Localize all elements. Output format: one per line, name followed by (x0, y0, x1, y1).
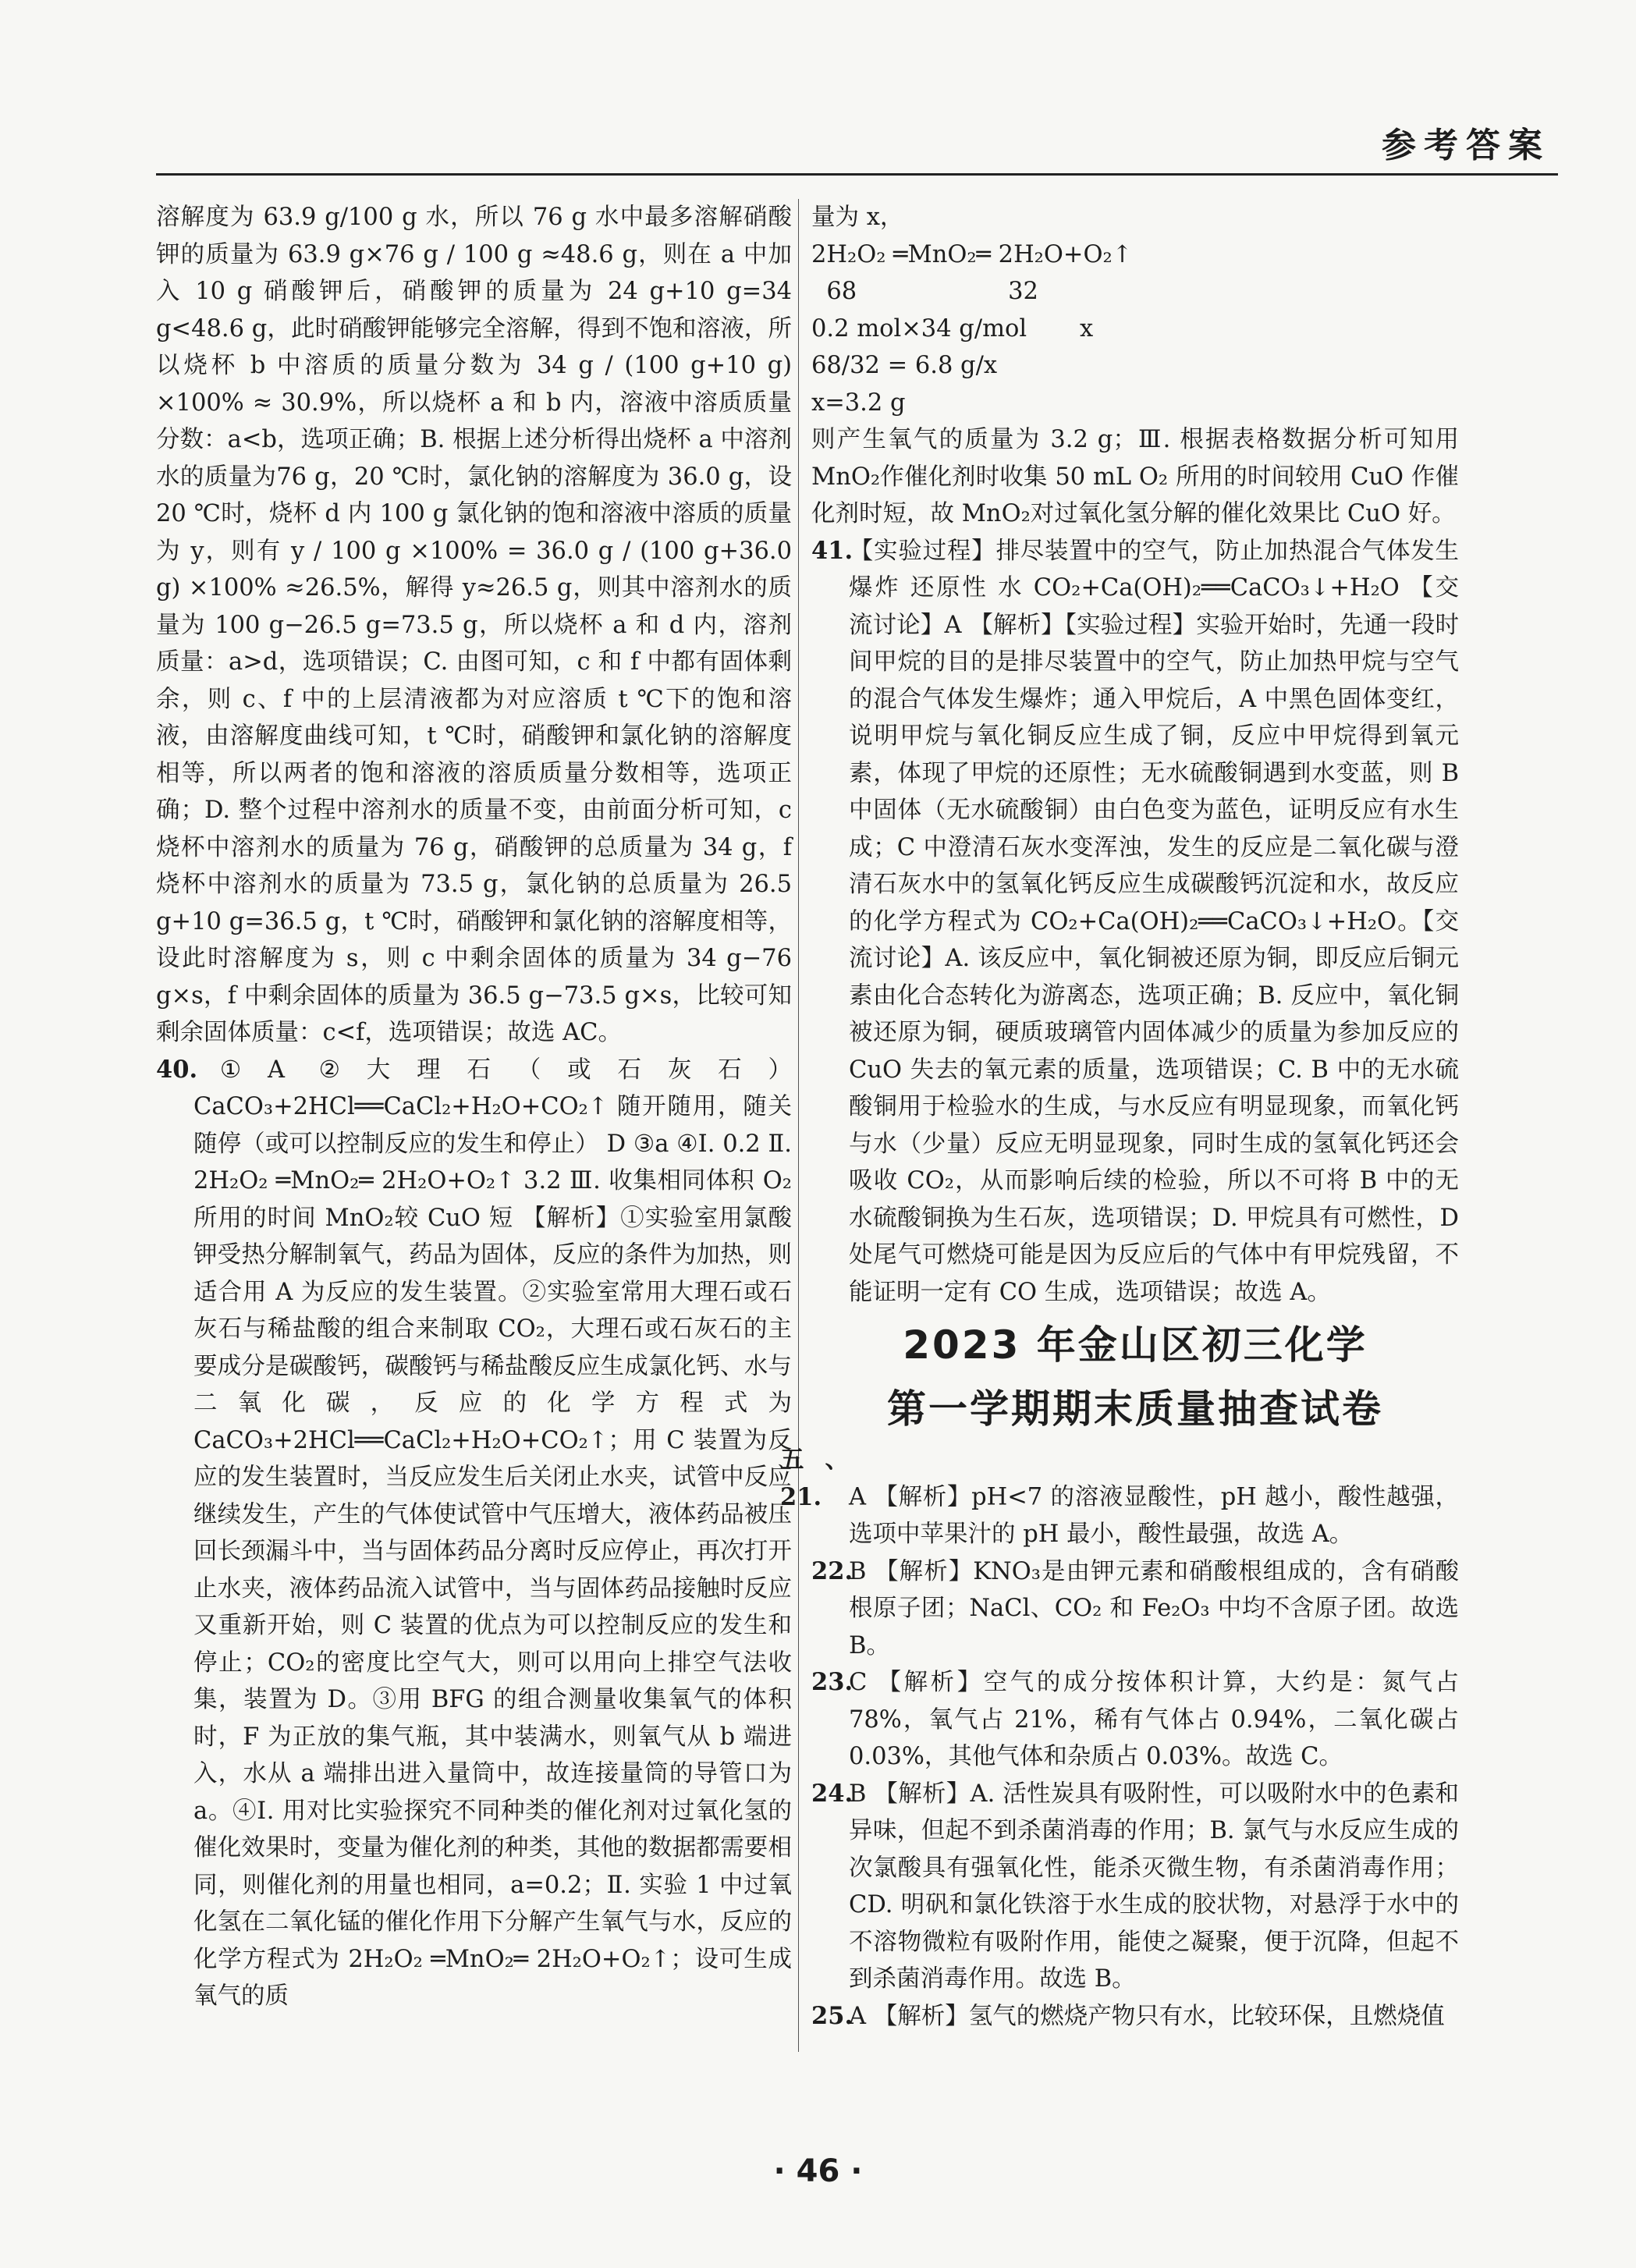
answer-item (811, 1664, 1459, 1776)
answer-39-continued: 溶解度为 63.9 g/100 g 水，所以 76 g 水中最多溶解硝酸钾的质量为 63.9 g×76 g / 100 g ≈48.6 g，则在 a 中加入 10 g 硝酸钾后，硝酸钾的质量为 24 g+10 g=34 g<48.6 g，此时硝酸钾能够完全溶解，得到不饱和溶液，所以烧杯 b 中溶质的质量分数为 34 g / (100 g+10 g) ×100% ≈ 30.9%，所以烧杯 a 和 b 内，溶液中溶质质量分数：a<b，选项正确；B. 根据上述分析得出烧杯 a 中溶剂水的质量为76 g，20 ℃时，氯化钠的溶解度为 36.0 g，设 20 ℃时，烧杯 d 内 100 g 氯化钠的饱和溶液中溶质的质量为 y，则有 y / 100 g ×100% = 36.0 g / (100 g+36.0 g) ×100% ≈26.5%，解得 y≈26.5 g，则其中溶剂水的质量为 100 g−26.5 g=73.5 g，所以烧杯 a 和 d 内，溶剂质量：a>d，选项错误；C. 由图可知，c 和 f 中都有固体剩余，则 c、f 中的上层清液都为对应溶质 t ℃下的饱和溶液，由溶解度曲线可知，t ℃时，硝酸钾和氯化钠的溶解度相等，所以两者的饱和溶液的溶质质量分数相等，选项正确；D. 整个过程中溶剂水的质量不变，由前面分析可知，c 烧杯中溶剂水的质量为 76 g，硝酸钾的总质量为 34 g，f 烧杯中溶剂水的质量为 73.5 g，氯化钠的总质量为 26.5 g+10 g=36.5 g，t ℃时，硝酸钾和氯化钠的溶解度相等，设此时溶解度为 s，则 c 中剩余固体的质量为 34 g−76 g×s，f 中剩余固体的质量为 36.5 g−73.5 g×s，比较可知剩余固体质量：c<f，选项错误；故选 AC。 (156, 204, 792, 1046)
answer-40-end: 则产生氧气的质量为 3.2 g；Ⅲ. 根据表格数据分析可知用 MnO₂作催化剂时收集 50 mL O₂ 所用的时间较用 CuO 作催化剂时短，故 MnO₂对过氧化氢分解的催化效果比 CuO 好。 (811, 426, 1459, 527)
question-number: 23. (811, 1668, 853, 1696)
header-title: 参考答案 (1382, 126, 1550, 165)
answer-40-continued: 量为 x， (811, 204, 904, 231)
page-number: · 46 · (773, 2153, 863, 2189)
question-number: 22. (811, 1556, 853, 1585)
answer-text: C 【解析】空气的成分按体积计算，大约是：氮气占 78%，氧气占 21%，稀有气体占 0.94%，二氧化碳占 0.03%，其他气体和杂质占 0.03%。故选 C。 (849, 1669, 1459, 1770)
answer-41 (811, 533, 1459, 1311)
question-number: 40. (156, 1055, 198, 1084)
column-divider (798, 199, 799, 2052)
answer-text: B 【解析】A. 活性炭具有吸附性，可以吸附水中的色素和异味，但起不到杀菌消毒的作用；B. 氯气与水反应生成的次氯酸具有强氧化性，能杀灭微生物，有杀菌消毒作用；CD. 明矾和氯化铁溶于水生成的胶状物，对悬浮于水中的不溶物微粒有吸附作用，能使之凝聚，便于沉降，但起不到杀菌消毒作用。故选 B。 (849, 1780, 1459, 1993)
question-number: 24. (811, 1779, 853, 1808)
equation-line: 68/32 = 6.8 g/x (811, 352, 998, 379)
answer-text: A 【解析】pH<7 的溶液显酸性，pH 越小，酸性越强，选项中苹果汁的 pH 最小，酸性最强，故选 A。 (849, 1483, 1459, 1548)
equation-line: x=3.2 g (811, 389, 906, 417)
left-column (156, 199, 792, 2015)
equation-line: 68 32 (811, 278, 1038, 305)
answer-item (811, 1776, 1459, 1998)
exam-title-line2: 第一学期期末质量抽查试卷 (887, 1386, 1383, 1432)
equation-line: 2H₂O₂ ═MnO₂═ 2H₂O+O₂↑ (811, 240, 1133, 268)
answer-41-text: 【实验过程】排尽装置中的空气，防止加热混合气体发生爆炸 还原性 水 CO₂+Ca(OH)₂══CaCO₃↓+H₂O 【交流讨论】A 【解析】【实验过程】实验开始时，先通一段时间甲烷的目的是排尽装置中的空气，防止加热甲烷与空气的混合气体发生爆炸；通入甲烷后，A 中黑色固体变红，说明甲烷与氧化铜反应生成了铜，反应中甲烷得到氧元素，体现了甲烷的还原性；无水硫酸铜遇到水变蓝，则 B 中固体（无水硫酸铜）由白色变为蓝色，证明反应有水生成；C 中澄清石灰水变浑浊，发生的反应是二氧化碳与澄清石灰水中的氢氧化钙反应生成碳酸钙沉淀和水，故反应的化学方程式为 CO₂+Ca(OH)₂══CaCO₃↓+H₂O。【交流讨论】A. 该反应中，氧化铜被还原为铜，即反应后铜元素由化合态转化为游离态，选项正确；B. 反应中，氧化铜被还原为铜，硬质玻璃管内固体减少的质量为参加反应的 CuO 失去的氧元素的质量，选项错误；C. B 中的无水硫酸铜用于检验水的生成，与水反应有明显现象，而氧化钙与水（少量）反应无明显现象，同时生成的氢氧化钙还会吸收 CO₂，从而影响后续的检验，所以不可将 B 中的无水硫酸铜换为生石灰，选项错误；D. 甲烷具有可燃性，D 处尾气可燃烧可能是因为反应后的气体中有甲烷残留，不能证明一定有 CO 生成，选项错误；故选 A。 (849, 537, 1459, 1306)
equation-line: 0.2 mol×34 g/mol x (811, 314, 1094, 343)
question-number: 五、21. (780, 1446, 849, 1511)
answer-item (811, 1998, 1459, 2036)
answer-40-text: ①A ②大理石（或石灰石） CaCO₃+2HCl══CaCl₂+H₂O+CO₂↑ 随开随用，随关随停（或可以控制反应的发生和停止） D ③a ④Ⅰ. 0.2 Ⅱ. 2H₂O₂ ═MnO₂═ 2H₂O+O₂↑ 3.2 Ⅲ. 收集相同体积 O₂所用的时间 MnO₂较 CuO 短 【解析】①实验室用氯酸钾受热分解制氧气，药品为固体，反应的条件为加热，则适合用 A 为反应的发生装置。②实验室常用大理石或石灰石与稀盐酸的组合来制取 CO₂，大理石或石灰石的主要成分是碳酸钙，碳酸钙与稀盐酸反应生成氯化钙、水与二氧化碳，反应的化学方程式为 CaCO₃+2HCl══CaCl₂+H₂O+CO₂↑；用 C 装置为反应的发生装置时，当反应发生后关闭止水夹，试管中反应继续发生，产生的气体使试管中气压增大，液体药品被压回长颈漏斗中，当与固体药品分离时反应停止，再次打开止水夹，液体药品流入试管中，当与固体药品接触时反应又重新开始，则 C 装置的优点为可以控制反应的发生和停止；CO₂的密度比空气大，则可以用向上排空气法收集，装置为 D。③用 BFG 的组合测量收集氧气的体积时，F 为正放的集气瓶，其中装满水，则氧气从 b 端进入，水从 a 端排出进入量筒中，故连接量筒的导管口为 a。④Ⅰ. 用对比实验探究不同种类的催化剂对过氧化氢的催化效果时，变量为催化剂的种类，其他的数据都需要相同，则催化剂的用量也相同，a=0.2；Ⅱ. 实验 1 中过氧化氢在二氧化锰的催化作用下分解产生氧气与水，反应的化学方程式为 2H₂O₂ ═MnO₂═ 2H₂O+O₂↑；设可生成氧气的质 (193, 1056, 792, 2010)
answer-item (780, 1442, 1459, 1553)
question-number: 41. (811, 536, 853, 565)
question-number: 25. (811, 2001, 853, 2030)
exam-title-line1: 2023 年金山区初三化学 (903, 1322, 1368, 1368)
right-column (780, 199, 1459, 2035)
answer-text: A 【解析】氢气的燃烧产物只有水，比较环保，且燃烧值 (849, 2002, 1445, 2030)
answer-text: B 【解析】KNO₃是由钾元素和硝酸根组成的，含有硝酸根原子团；NaCl、CO₂ 和 Fe₂O₃ 中均不含原子团。故选 B。 (849, 1557, 1459, 1659)
answer-item (811, 1553, 1459, 1665)
answer-40 (156, 1052, 792, 2015)
header-rule (156, 173, 1558, 176)
